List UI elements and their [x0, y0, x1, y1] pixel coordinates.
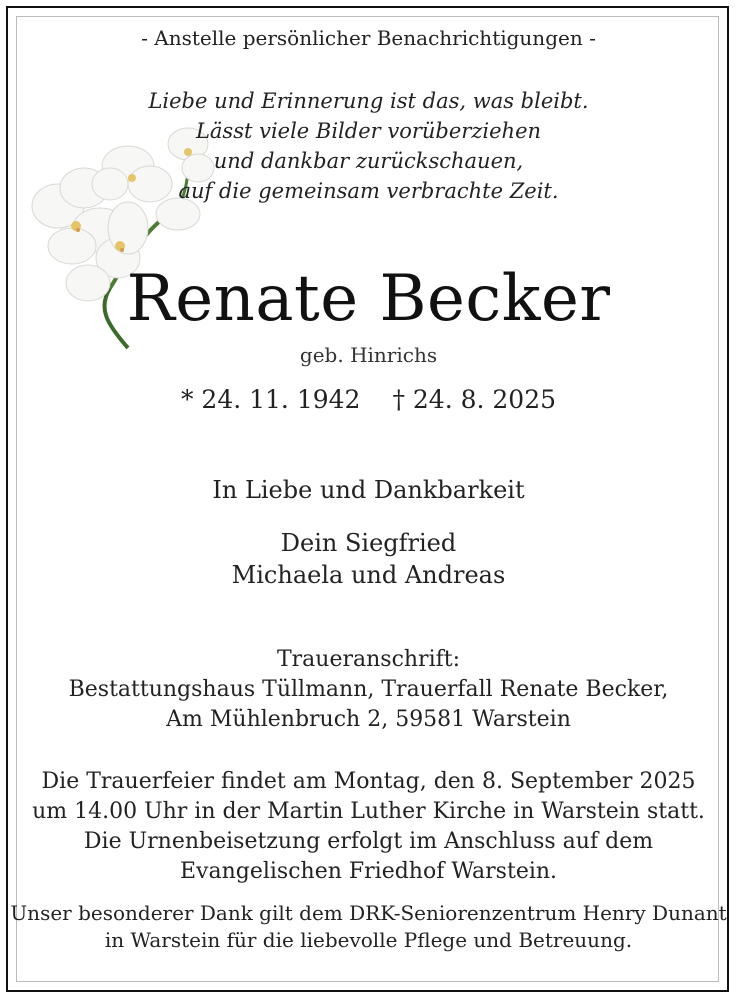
ceremony-line-3: Die Urnenbeisetzung erfolgt im Anschluss auf dem: [83, 829, 654, 854]
life-dates: [0, 385, 737, 414]
notice-header: - Anstelle persönlicher Benachrichtigungen -: [141, 26, 596, 50]
quote-line-4: auf die gemeinsam verbrachte Zeit.: [178, 179, 559, 203]
maiden-name: geb. Hinrichs: [299, 343, 438, 367]
ceremony-line-2: um 14.00 Uhr in der Martin Luther Kirche in Warstein statt.: [32, 799, 705, 824]
quote-line-2: Lässt viele Bilder vorüberziehen: [195, 119, 542, 143]
quote-line-1: Liebe und Erinnerung ist das, was bleibt.: [148, 89, 589, 113]
address-label: Traueranschrift:: [276, 647, 461, 672]
ceremony-line-4: Evangelischen Friedhof Warstein.: [179, 859, 558, 884]
mourner-2: Michaela und Andreas: [231, 561, 506, 589]
address-line-2: Am Mühlenbruch 2, 59581 Warstein: [166, 707, 571, 732]
quote-line-3: und dankbar zurückschauen,: [213, 149, 524, 173]
birth-date: * 24. 11. 1942: [180, 385, 361, 414]
deceased-name: Renate Becker: [126, 262, 611, 336]
death-date: † 24. 8. 2025: [392, 385, 557, 414]
address-line-1: Bestattungshaus Tüllmann, Trauerfall Renate Becker,: [68, 677, 669, 702]
mourner-1: Dein Siegfried: [280, 529, 457, 557]
thanks-line-1: Unser besonderer Dank gilt dem DRK-Seniorenzentrum Henry Dunant: [10, 901, 727, 925]
closing-phrase: In Liebe und Dankbarkeit: [212, 476, 525, 504]
thanks-line-2: in Warstein für die liebevolle Pflege und Betreuung.: [104, 928, 633, 952]
ceremony-line-1: Die Trauerfeier findet am Montag, den 8. September 2025: [41, 769, 696, 794]
